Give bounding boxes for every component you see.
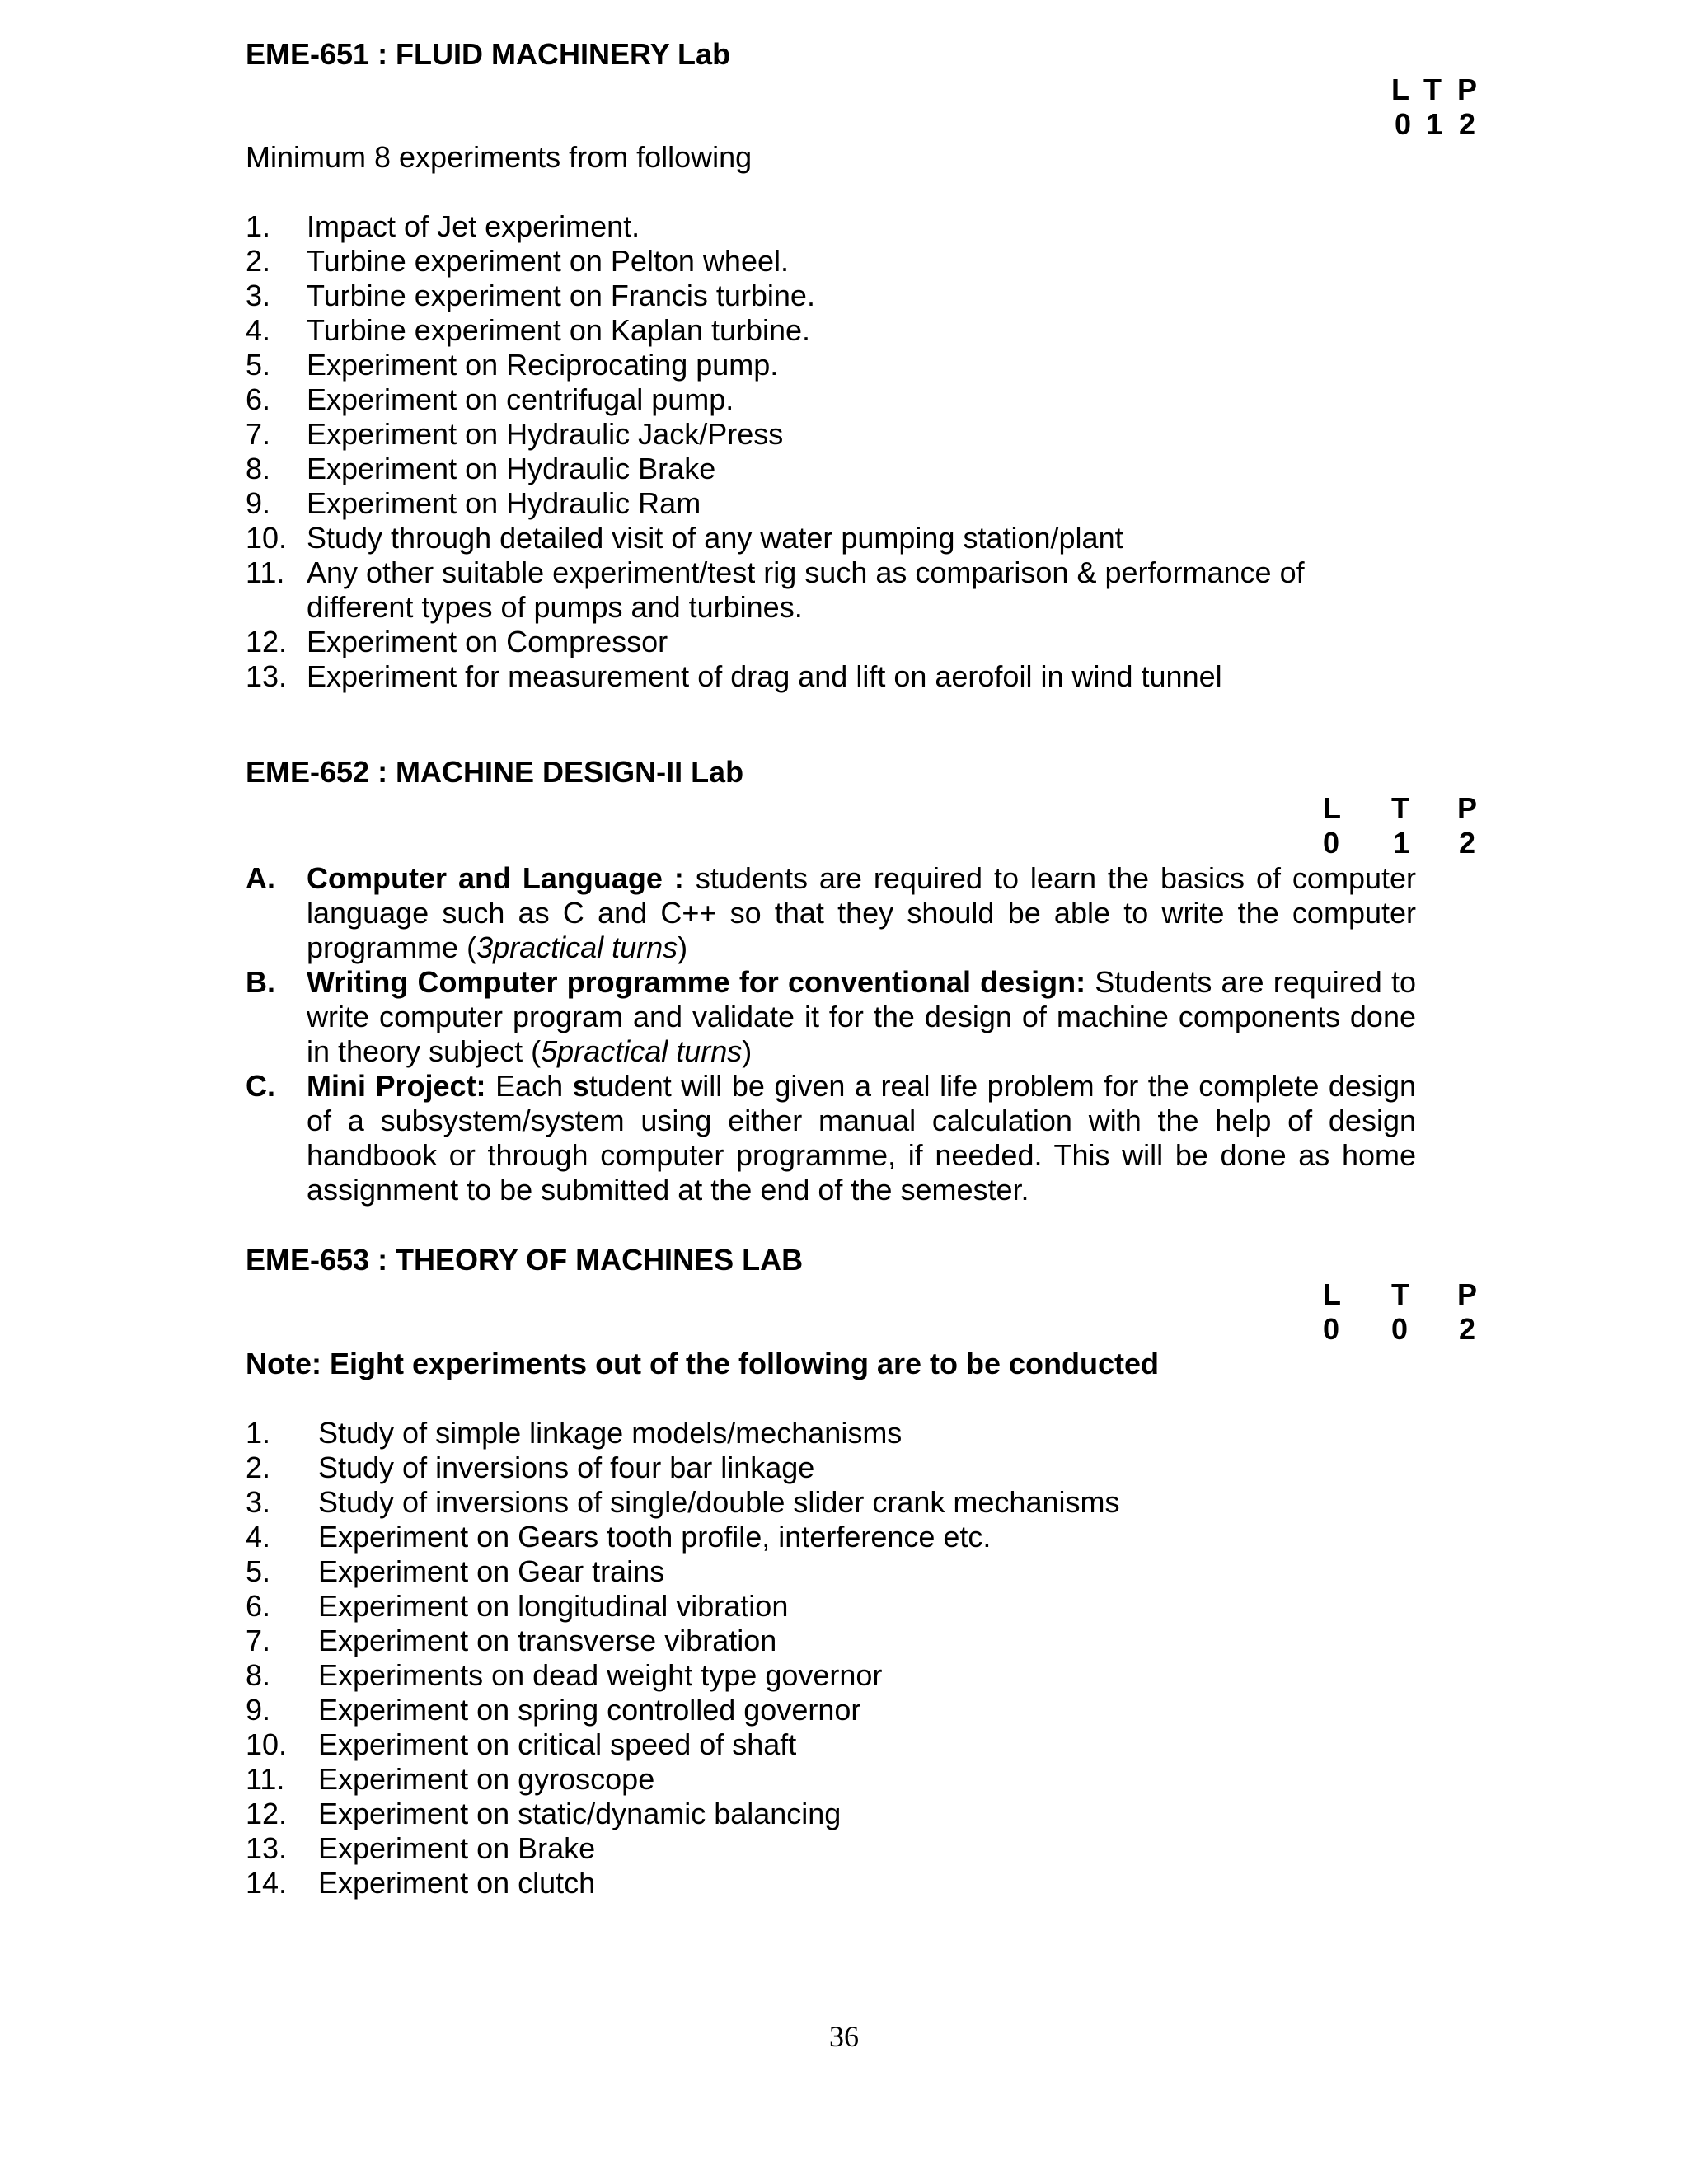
list-item-number: 5. (246, 348, 271, 382)
ltp-value-p: 2 (1459, 826, 1476, 860)
list-item-number: 1. (246, 1416, 271, 1450)
list-item-number: 11. (246, 555, 285, 589)
item-c-line1b: tudent will be given a real life problem for the complete design (588, 1069, 1416, 1103)
item-b-turns: 5practical turns (541, 1034, 743, 1068)
item-c-line1s: s (572, 1069, 589, 1103)
intro-text: Minimum 8 experiments from following (246, 140, 753, 174)
item-c-title: Mini Project: (307, 1069, 486, 1103)
list-item-number: 8. (246, 452, 271, 485)
ltp-label-l: L (1391, 73, 1409, 106)
ltp-label-l: L (1323, 791, 1341, 825)
list-item-number: 1. (246, 209, 271, 243)
item-a-line1: students are required to learn the basics of computer (683, 861, 1416, 895)
ltp-label-l: L (1323, 1277, 1341, 1311)
list-item-text: Turbine experiment on Kaplan turbine. (307, 313, 811, 347)
ltp-label-t: T (1391, 791, 1409, 825)
list-item-number: 13. (246, 659, 288, 693)
item-marker-a: A. (246, 861, 275, 895)
list-item-text: Experiment on Gear trains (318, 1554, 665, 1588)
list-item-text: Experiment on Compressor (307, 625, 668, 658)
list-item-text: Study of simple linkage models/mechanisms (318, 1416, 903, 1450)
item-a-close: ) (678, 930, 688, 964)
list-item-number: 10. (246, 521, 288, 555)
list-item-number: 7. (246, 417, 271, 451)
list-item-text: Study through detailed visit of any water pumping station/plant (307, 521, 1123, 555)
list-item-text: Study of inversions of single/double slider crank mechanisms (318, 1485, 1120, 1519)
list-item-text: Turbine experiment on Francis turbine. (307, 279, 815, 312)
list-item-text: Experiment on Brake (318, 1831, 596, 1865)
item-b-title: Writing Computer programme for conventional design: (307, 965, 1086, 999)
ltp-labels-eme651 (1385, 73, 1492, 107)
item-c-line2: of a subsystem/system using either manual calculation with the help of design (307, 1104, 1416, 1137)
list-item-text: Experiment on transverse vibration (318, 1624, 777, 1657)
list-item-number: 2. (246, 244, 271, 278)
list-item-text: Experiment on longitudinal vibration (318, 1589, 789, 1623)
item-c-paragraph (307, 1069, 1416, 1207)
ltp-label-p: P (1457, 791, 1478, 825)
item-marker-b: B. (246, 965, 275, 999)
list-item-number: 11. (246, 1762, 285, 1796)
list-item-text: Experiments on dead weight type governor (318, 1658, 883, 1692)
ltp-label-t: T (1391, 1277, 1409, 1311)
list-item-text: Experiment on Hydraulic Jack/Press (307, 417, 784, 451)
list-item-number: 10. (246, 1727, 288, 1761)
list-item-number: 12. (246, 625, 288, 658)
ltp-value-l: 0 (1323, 826, 1340, 860)
list-item-text: Experiment on static/dynamic balancing (318, 1797, 842, 1830)
item-b-paragraph (307, 965, 1416, 1069)
list-item-text: Experiment on Reciprocating pump. (307, 348, 779, 382)
list-item-number: 7. (246, 1624, 271, 1657)
list-item-number: 9. (246, 1693, 271, 1727)
ltp-value-t: 0 (1391, 1312, 1409, 1346)
item-b-line3: in theory subject ( (307, 1034, 542, 1068)
ltp-value-t: 1 (1426, 107, 1443, 141)
item-marker-c: C. (246, 1069, 275, 1103)
item-b-line2: write computer program and validate it for the design of machine components done (307, 1000, 1416, 1033)
item-a-line2: language such as C and C++ so that they should be able to write the computer (307, 896, 1416, 930)
ltp-labels-eme653 (1302, 1277, 1492, 1312)
list-item-number: 14. (246, 1866, 288, 1900)
list-item-number: 12. (246, 1797, 288, 1830)
item-b-line1: Students are required to (1085, 965, 1416, 999)
ltp-value-t: 1 (1393, 826, 1410, 860)
list-item-text: Experiment on spring controlled governor (318, 1693, 861, 1727)
list-item-text: Impact of Jet experiment. (307, 209, 640, 243)
section-heading-eme651: EME-651 : FLUID MACHINERY Lab (246, 37, 731, 71)
list-item-number: 9. (246, 486, 271, 520)
list-item-number: 2. (246, 1451, 271, 1484)
ltp-value-p: 2 (1459, 107, 1476, 141)
ltp-labels-eme652 (1302, 791, 1492, 826)
note-text: Note: Eight experiments out of the following are to be conducted (246, 1347, 1160, 1380)
item-c-line1a: Each (485, 1069, 573, 1103)
ltp-value-l: 0 (1395, 107, 1412, 141)
list-item-text: Experiment on critical speed of shaft (318, 1727, 797, 1761)
list-item-text: different types of pumps and turbines. (307, 590, 803, 624)
section-heading-eme652: EME-652 : MACHINE DESIGN-II Lab (246, 755, 744, 789)
list-item-text: Experiment on Hydraulic Ram (307, 486, 701, 520)
ltp-value-l: 0 (1323, 1312, 1340, 1346)
ltp-values-eme651 (1385, 107, 1492, 142)
item-a-paragraph (307, 861, 1416, 965)
ltp-values-eme653 (1302, 1312, 1492, 1347)
list-item-number: 13. (246, 1831, 288, 1865)
list-item-text: Experiment on gyroscope (318, 1762, 655, 1796)
list-item-text: Any other suitable experiment/test rig such as comparison & performance of (307, 555, 1305, 589)
ltp-label-t: T (1423, 73, 1442, 106)
ltp-label-p: P (1457, 1277, 1478, 1311)
list-item-number: 4. (246, 1520, 271, 1554)
list-item-text: Study of inversions of four bar linkage (318, 1451, 815, 1484)
list-item-number: 8. (246, 1658, 271, 1692)
list-item-text: Experiment on clutch (318, 1866, 596, 1900)
section-heading-eme653: EME-653 : THEORY OF MACHINES LAB (246, 1243, 804, 1277)
list-item-number: 3. (246, 279, 271, 312)
item-c-line3: handbook or through computer programme, if needed. This will be done as home (307, 1138, 1416, 1172)
item-c-line4: assignment to be submitted at the end of the semester. (307, 1173, 1029, 1207)
list-item-text: Experiment on centrifugal pump. (307, 382, 734, 416)
ltp-values-eme652 (1302, 826, 1492, 860)
item-a-line3: programme ( (307, 930, 477, 964)
list-item-number: 6. (246, 1589, 271, 1623)
ltp-value-p: 2 (1459, 1312, 1476, 1346)
list-item-text: Experiment on Hydraulic Brake (307, 452, 716, 485)
list-item-number: 6. (246, 382, 271, 416)
list-item-number: 5. (246, 1554, 271, 1588)
list-item-number: 4. (246, 313, 271, 347)
item-a-turns: 3practical turns (476, 930, 678, 964)
list-item-number: 3. (246, 1485, 271, 1519)
item-a-title: Computer and Language : (307, 861, 684, 895)
ltp-label-p: P (1457, 73, 1478, 106)
item-b-close: ) (742, 1034, 753, 1068)
list-item-text: Turbine experiment on Pelton wheel. (307, 244, 789, 278)
list-item-text: Experiment on Gears tooth profile, interference etc. (318, 1520, 992, 1554)
list-item-text: Experiment for measurement of drag and lift on aerofoil in wind tunnel (307, 659, 1222, 693)
page-number: 36 (829, 2020, 859, 2053)
